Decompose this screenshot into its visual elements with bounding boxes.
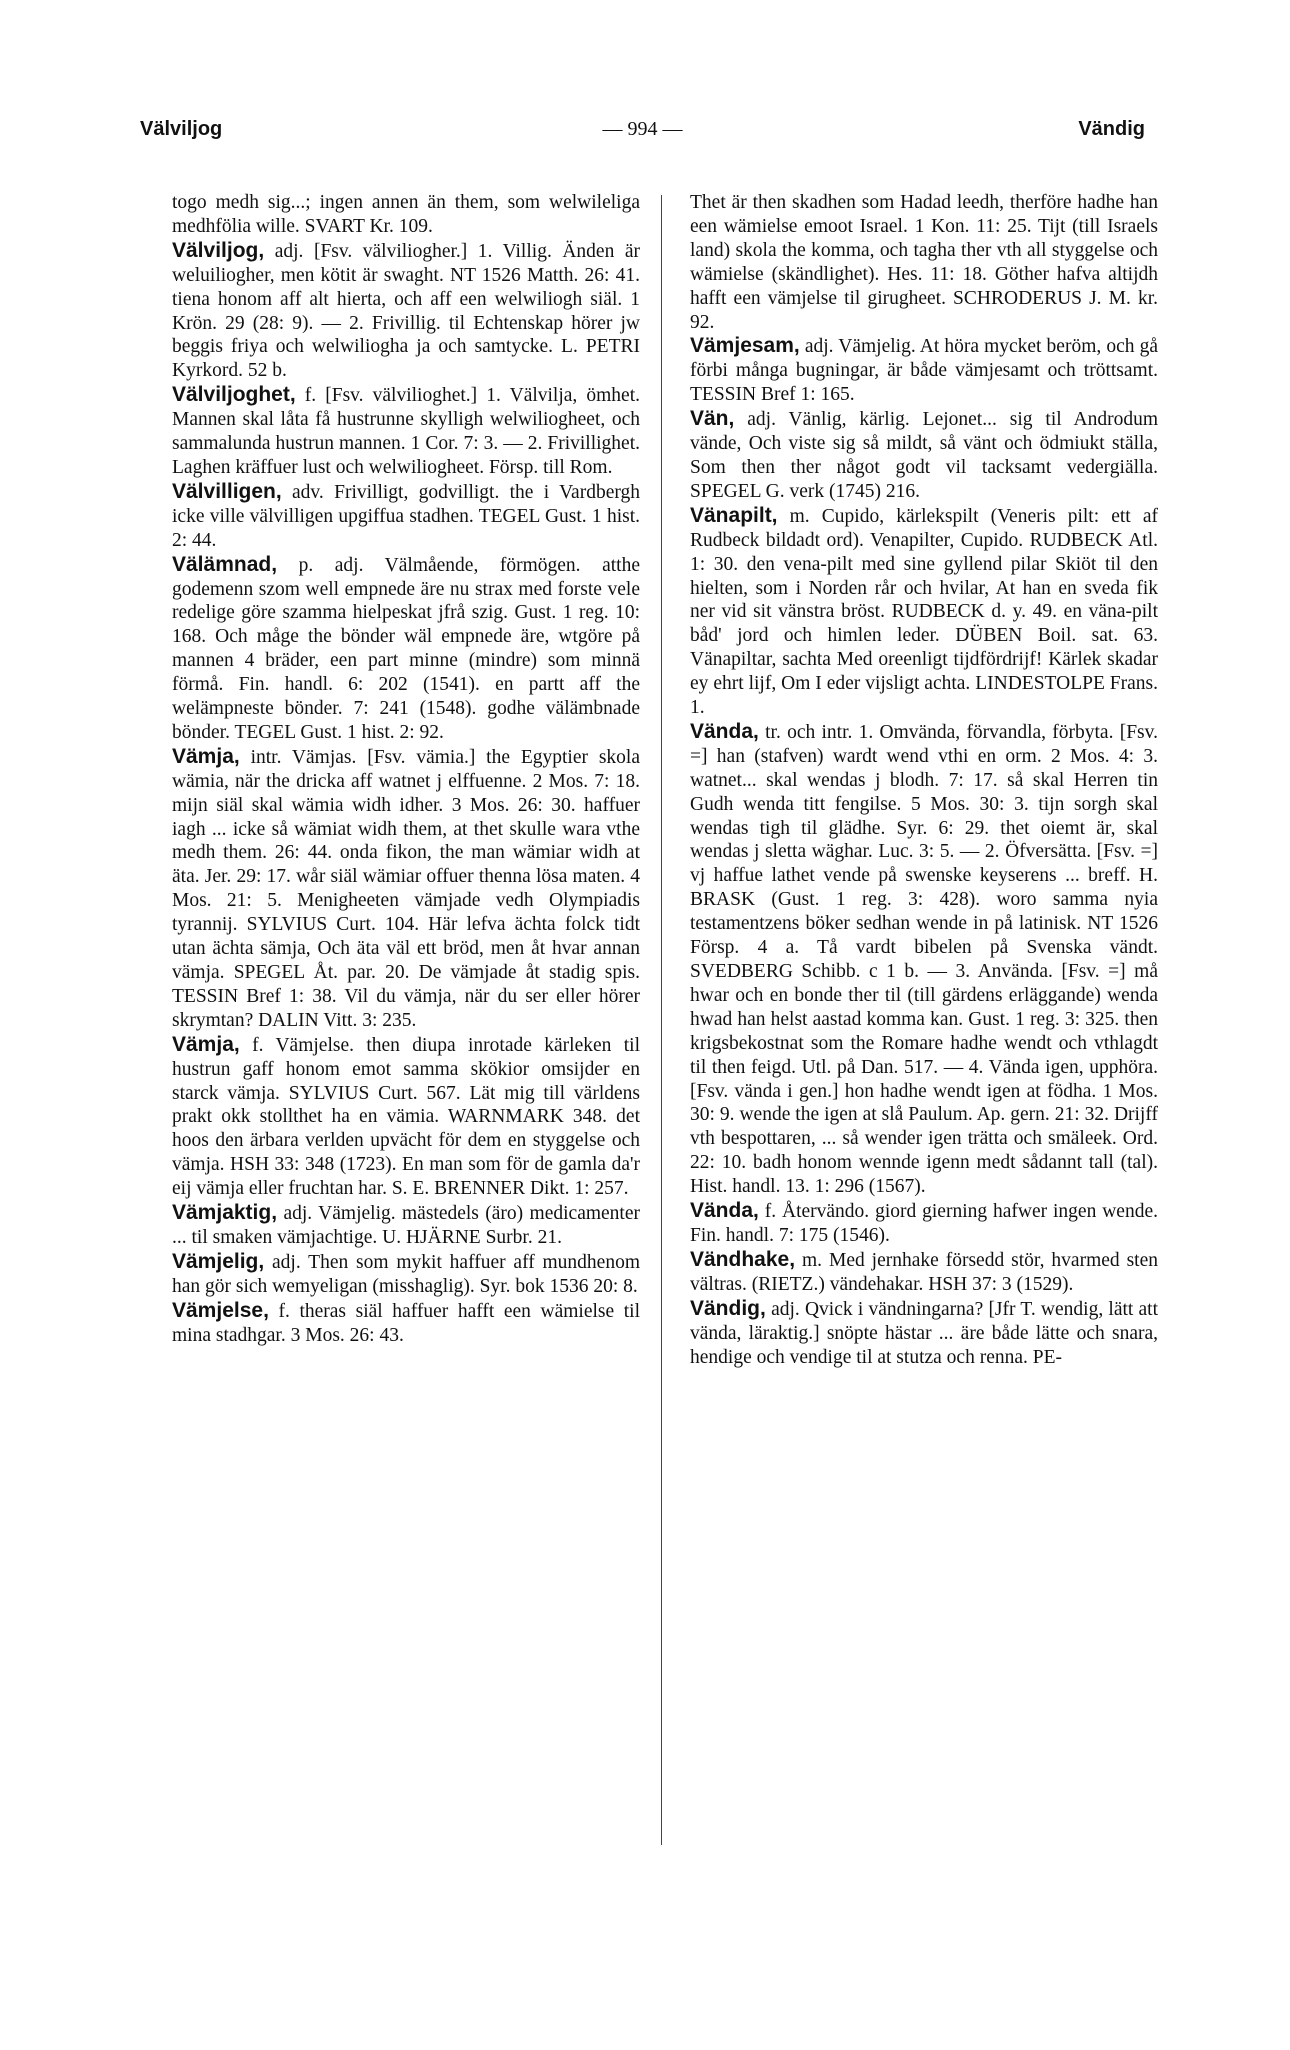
- entry-text: adj. Then som mykit haffuer aff mundhenom han gör sich wemyeligan (misshaglig). Syr. bok 1536 20: 8.: [172, 1251, 641, 1297]
- page-number: — 994 —: [602, 118, 683, 140]
- entry-headword: Vända,: [690, 719, 759, 743]
- entry-headword: Vändig,: [690, 1296, 766, 1320]
- dictionary-entry: [172, 1250, 640, 1299]
- entry-headword: Välviljoghet,: [172, 383, 296, 407]
- entry-text: f. theras siäl haffuer hafft een wämielse til mina stadhgar. 3 Mos. 26: 43.: [172, 1300, 640, 1346]
- dictionary-entry: [690, 720, 1158, 1199]
- dictionary-entry: [690, 190, 1158, 334]
- right-column: [690, 190, 1158, 1369]
- entry-text: f. Återvändo. giord gierning hafwer ingen wende. Fin. handl. 7: 175 (1546).: [690, 1201, 1158, 1246]
- running-head: [140, 118, 1145, 148]
- entry-headword: Vänapilt,: [690, 503, 778, 527]
- entry-headword: Vämja,: [172, 744, 240, 768]
- dictionary-entry: [690, 504, 1158, 720]
- dictionary-entry: [172, 190, 640, 239]
- entry-text: p. adj. Välmående, förmögen. atthe godemenn szom well empnede äre nu strax med forste vele redelige göre szamma hielpeskat jfrå szig. Gust. 1 reg. 10: 168. Och måge the bönder wäl empnede äre, wtgöre på mannen 4 bräder, een part minne (mindre) som minnä förmå. Fin. handl. 6: 202 (1541). en partt aff the welämpneste bönder. 7: 241 (1548). godhe välämbnade bönder. TEGEL Gust. 1 hist. 2: 92.: [172, 554, 640, 743]
- dictionary-entry: [690, 1199, 1158, 1248]
- column-divider: [661, 195, 662, 1845]
- left-guide-word: Välviljog: [140, 118, 223, 140]
- left-column: [172, 190, 640, 1348]
- entry-headword: Vändhake,: [690, 1247, 796, 1271]
- entry-text: Thet är then skadhen som Hadad leedh, therföre hadhe han een wämielse emoot Israel. 1 Kon. 11: 25. Tijt (till Israels land) skola the komma, och tagha ther vth all styggelse och wämielse (skändlighet). Hes. 11: 18. Göther hafva altijdh hafft een vämjelse til girugheet. SCHRODERUS J. M. kr. 92.: [690, 192, 1158, 333]
- entry-text: m. Med jernhake försedd stör, hvarmed sten vältras. (RIETZ.) vändehakar. HSH 37: 3 (1529).: [690, 1249, 1159, 1295]
- entry-headword: Vämjelse,: [172, 1298, 269, 1322]
- entry-text: f. Vämjelse. then diupa inrotade kärleken til hustrun gaff honom emot samma skökior omsijder en starck vämja. SYLVIUS Curt. 567. Lät mig till världens prakt okk stollthet ha en vämia. WARNMARK 348. det hoos den ärbara verlden upvächt för dem en styggelse och vämja. HSH 33: 348 (1723). En man som för de gamla da'r eij vämja eller fruchtan har. S. E. BRENNER Dikt. 1: 257.: [172, 1034, 640, 1200]
- entry-text: adj. Vämjelig. At höra mycket beröm, och gå förbi många bugningar, är både vämjesamt och tröttsamt. TESSIN Bref 1: 165.: [690, 336, 1158, 406]
- dictionary-entry: [172, 383, 640, 480]
- dictionary-entry: [172, 553, 640, 745]
- entry-headword: Välviljog,: [172, 238, 265, 262]
- entry-headword: Vämja,: [172, 1032, 240, 1056]
- entry-text: adj. Vämjelig. mästedels (äro) medicamenter ... til smaken vämjachtige. U. HJÄRNE Surbr. 21.: [172, 1203, 640, 1248]
- entry-text: togo medh sig...; ingen annen än them, som welwileliga medhfölia wille. SVART Kr. 109.: [172, 192, 640, 237]
- entry-headword: Vämjaktig,: [172, 1201, 278, 1225]
- entry-text: adv. Frivilligt, godvilligt. the i Vardbergh icke ville välvilligen upgiffua stadhen. TEGEL Gust. 1 hist. 2: 44.: [172, 481, 641, 551]
- entry-headword: Vända,: [690, 1199, 759, 1223]
- entry-text: f. [Fsv. välvilioghet.] 1. Välvilja, ömhet. Mannen skal låta få hustrunne skylligh welwiliogheet, och sammalunda hustrun mannen. 1 Cor. 7: 3. — 2. Frivillighet. Laghen kräffuer lust och welwiliogheet. Försp. till Rom.: [172, 385, 641, 478]
- right-guide-word: Vändig: [1078, 118, 1145, 140]
- dictionary-entry: [172, 1033, 640, 1201]
- dictionary-entry: [172, 745, 640, 1033]
- entry-headword: Vän,: [690, 407, 735, 431]
- entry-text: adj. Qvick i vändningarna? [Jfr T. wendig, lätt att vända, läraktig.] snöpte hästar ... äre både lätte och snara, hendige och vendige til at stutza och renna. PE-: [690, 1298, 1159, 1368]
- dictionary-entry: [172, 1299, 640, 1348]
- entry-headword: Välvilligen,: [172, 479, 282, 503]
- dictionary-entry: [690, 407, 1158, 504]
- dictionary-entry: [172, 239, 640, 383]
- entry-text: adj. Vänlig, kärlig. Lejonet... sig til Androdum vände, Och viste sig så mildt, så vänt och ödmiukt ställa, Som then ther något godt vil tacksamt vedergiälla. SPEGEL G. verk (1745) 216.: [690, 409, 1159, 502]
- dictionary-entry: [690, 1248, 1158, 1297]
- dictionary-entry: [690, 334, 1158, 407]
- entry-headword: Vämjesam,: [690, 334, 800, 358]
- entry-text: m. Cupido, kärlekspilt (Veneris pilt: ett af Rudbeck bildadt ord). Venapilter, Cupido. RUDBECK Atl. 1: 30. den vena-pilt med sine gyllend pilar Skiöt til den hielten, som i Norden rår och hvilar, At han en sveda fik ner vid sit vänstra bröst. RUDBECK d. y. 49. en väna-pilt båd' jord och himlen leder. DÜBEN Boil. sat. 63. Vänapiltar, sachta Med oreenligt tijdfördrijf! Kärlek skadar ey ehrt lijf, Om I eder vijsligt achta. LINDESTOLPE Frans. 1.: [690, 505, 1158, 719]
- dictionary-entry: [172, 1201, 640, 1250]
- entry-text: intr. Vämjas. [Fsv. vämia.] the Egyptier skola wämia, när the dricka aff watnet j elffuenne. 2 Mos. 7: 18. mijn siäl skal wämia widh idher. 3 Mos. 26: 30. haffuer iagh ... icke så wämiat widh them, at thet skulle wara vthe medh them. 26: 44. onda fikon, the man wämiar widh at äta. Jer. 29: 17. wår siäl wämiar offuer thenna lösa maten. 4 Mos. 21: 5. Menigheeten vämjade vedh Olympiadis tyrannij. SYLVIUS Curt. 104. Här lefva ächta folck tidt utan ächta sämja, Och äta väl ett bröd, men åt hvar annan vämja. SPEGEL Åt. par. 20. De vämjade åt stadig spis. TESSIN Bref 1: 38. Vil du vämja, när du ser eller hörer skrymtan? DALIN Vitt. 3: 235.: [172, 746, 640, 1031]
- entry-text: tr. och intr. 1. Omvända, förvandla, förbyta. [Fsv. =] han (stafven) wardt wend vthi en orm. 2 Mos. 4: 3. watnet... skal wendas j blodh. 7: 17. så skal Herren tin Gudh wenda titt fengilse. 5 Mos. 30: 3. tijn sorgh skal wendas tigh til glädhe. Syr. 6: 29. thet oiemt är, skal wendas j sletta wäghar. Luc. 3: 5. — 2. Öfversätta. [Fsv. =] vj haffue lathet vende på swenske keyserens ... breff. H. BRASK (Gust. 1 reg. 3: 428). woro samma nyia testamentzens böker sedhan wende in på latinisk. NT 1526 Försp. 4 a. Tå vardt bibelen på Svenska vändt. SVEDBERG Schibb. c 1 b. — 3. Använda. [Fsv. =] må hwar och en bonde ther til (till gärdens erläggande) wenda hwad han helst aastad komma kan. Gust. 1 reg. 3: 325. then krigsbekostnat som the Romare hadhe wendt och vthlagdt til then feigd. Utl. på Dan. 517. — 4. Vända igen, upphöra. [Fsv. vända i gen.] hon hadhe wendt igen at födha. 1 Mos. 30: 9. wende the igen at slå Paulum. Ap. gern. 21: 32. Drijff vth bespottaren, ... så wender igen trätta och smäleek. Ord. 22: 10. badh honom wennde igenn medt sådannt tall (tal). Hist. handl. 13. 1: 296 (1567).: [690, 721, 1159, 1198]
- entry-text: adj. [Fsv. välviliogher.] 1. Villig. Änden är weluiliogher, men kötit är swaght. NT 1526 Matth. 26: 41. tiena honom aff alt hierta, och aff een welwiliogh siäl. 1 Krön. 29 (28: 9). — 2. Frivillig. til Echtenskap hörer jw beggis friya och welwiliogha ja och samtycke. L. PETRI Kyrkord. 52 b.: [172, 240, 640, 382]
- entry-headword: Vämjelig,: [172, 1249, 265, 1273]
- dictionary-entry: [690, 1297, 1158, 1370]
- entry-headword: Välämnad,: [172, 552, 278, 576]
- dictionary-entry: [172, 480, 640, 553]
